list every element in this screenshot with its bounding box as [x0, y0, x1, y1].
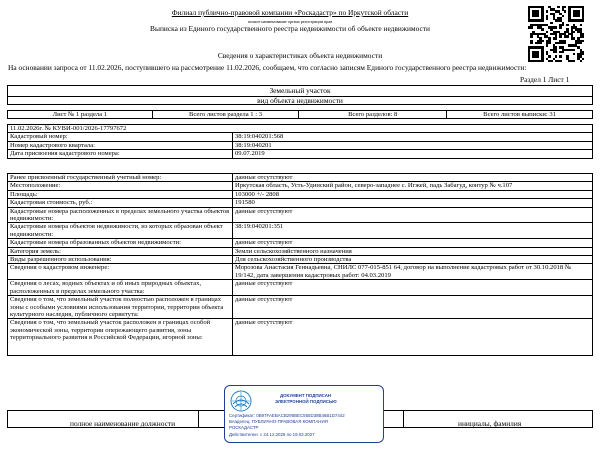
stamp-owner: Владелец: ПУБЛИЧНО-ПРАВОВАЯ КОМПАНИЯ — [229, 419, 328, 424]
extract-title: Выписка из Единого государственного реестра недвижимости об объекте недвижимости — [150, 24, 430, 33]
stamp-validity: Действителен: с 24.12.2025 по 19.03.2027 — [229, 432, 315, 437]
row-label: Категория земель: — [8, 247, 233, 255]
table-row — [8, 223, 593, 239]
row-label: Номер кадастрового квартала: — [8, 141, 233, 149]
branch-name: Филиал публично-правовой компании «Роскадастр» по Иркутской области — [171, 8, 409, 17]
row-label: Дата присвоения кадастрового номера: — [8, 150, 233, 158]
row-value: 38:19:040201:568 — [233, 133, 593, 141]
request-number: 11.02.2026г. № КУВИ-001/2026-17797672 — [8, 125, 593, 133]
table-row — [8, 207, 593, 223]
row-value: 191580 — [233, 199, 593, 207]
sheet-number: Лист № 1 раздела 1 — [8, 111, 153, 119]
object-type: Земельный участок — [269, 86, 331, 95]
table-row — [8, 247, 593, 255]
table-row — [8, 182, 593, 190]
table-row — [8, 199, 593, 207]
table-row — [8, 280, 593, 296]
table-row — [8, 264, 593, 280]
row-label: Площадь: — [8, 190, 233, 198]
position-caption: полное наименование должности — [70, 419, 176, 428]
row-value: 38:19:040201:351 — [233, 223, 593, 239]
row-label: Сведения о кадастровом инженере: — [8, 264, 233, 280]
row-value: Иркутская область, Усть-Удинский район, северо-западнее с. Игжей, падь Забагуд, контур № ч.107 — [233, 182, 593, 190]
stamp-line2: ЭЛЕКТРОННОЙ ПОДПИСЬЮ — [275, 399, 337, 404]
row-label: Кадастровый номер: — [8, 133, 233, 141]
row-label: Сведения о лесах, водных объектах и об иных природных объектах, расположенных в пределах земельного участка: — [8, 280, 233, 296]
row-label: Кадастровые номера образованных объектов недвижимости: — [8, 239, 233, 247]
row-value: данные отсутствуют — [233, 207, 593, 223]
stamp-owner2: РОСКАДАСТР — [229, 425, 259, 430]
row-value: Земли сельскохозяйственного назначения — [233, 247, 593, 255]
row-label: Местоположение: — [8, 182, 233, 190]
row-value: данные отсутствуют — [233, 296, 593, 319]
row-value: 38:19:040201 — [233, 141, 593, 149]
row-label: Кадастровые номера расположенных в пределах земельного участка объектов недвижимости: — [8, 207, 233, 223]
object-type-box — [7, 85, 593, 105]
row-label: Кадастровые номера объектов недвижимости, из которых образован объект недвижимости: — [8, 223, 233, 239]
table-row — [8, 133, 593, 141]
name-caption: инициалы, фамилия — [458, 419, 522, 428]
sheets-in-section: Всего листов раздела 1 : 3 — [152, 111, 299, 119]
table-row — [8, 239, 593, 247]
row-value: данные отсутствуют — [233, 174, 593, 182]
row-value: данные отсутствуют — [233, 319, 593, 356]
table-row — [8, 150, 593, 158]
qr-code-icon — [528, 6, 584, 62]
row-value: 09.07.2019 — [233, 150, 593, 158]
row-value: данные отсутствуют — [233, 280, 593, 296]
row-value: Морозова Анастасия Геннадьевна, СНИЛС 077-015-851 64, договор на выполнение кадастровых работ от 30.10.2018 № 19/142, дата завершения кадастровых работ: 04.03.2019 — [233, 264, 593, 280]
table-row — [8, 174, 593, 182]
table-row — [8, 190, 593, 198]
sheets-total: Всего листов выписки: 31 — [447, 111, 593, 119]
table-row — [8, 256, 593, 264]
table-row — [8, 141, 593, 149]
details-table — [7, 173, 593, 356]
row-value: данные отсутствуют — [233, 239, 593, 247]
object-type-caption: вид объекта недвижимости — [257, 95, 343, 105]
row-label: Сведения о том, что земельный участок расположен в границах особой экономической зоны, территории опережающего развития, зоны территориального развития в Российской Федерации, игорной зоны: — [8, 319, 233, 356]
stamp-certificate: Сертификат: 0B97FAEBACB290BEC555D38B46B1D7442 — [229, 413, 345, 418]
row-value: 103000 +/- 2808 — [233, 190, 593, 198]
table-row — [8, 296, 593, 319]
authority-note: полное наименование органа регистрации прав — [247, 19, 333, 24]
sections-count: Всего разделов: 8 — [299, 111, 447, 119]
table-row — [8, 319, 593, 356]
electronic-signature-stamp — [224, 385, 384, 443]
section-sheet: Раздел 1 Лист 1 — [520, 75, 570, 84]
intro-text: На основании запроса от 11.02.2026, поступившего на рассмотрение 11.02.2026, сообщаем, что согласно записям Единого государственного реестра недвижимости: — [8, 63, 527, 72]
row-label: Ранее присвоенный государственный учетный номер: — [8, 174, 233, 182]
row-label: Кадастровая стоимость, руб.: — [8, 199, 233, 207]
reg-info-table — [7, 124, 593, 159]
roskadastr-emblem-icon — [230, 390, 252, 412]
sheet-row — [7, 110, 593, 119]
row-label: Сведения о том, что земельный участок полностью расположен в границах зоны с особыми условиями использования территории, территории объекта культурного наследия, публичного сервитута: — [8, 296, 233, 319]
stamp-line1: ДОКУМЕНТ ПОДПИСАН — [280, 393, 332, 398]
row-label: Виды разрешенного использования: — [8, 256, 233, 264]
row-value: Для сельскохозяйственного производства — [233, 256, 593, 264]
info-title: Сведения о характеристиках объекта недвижимости — [217, 51, 383, 60]
